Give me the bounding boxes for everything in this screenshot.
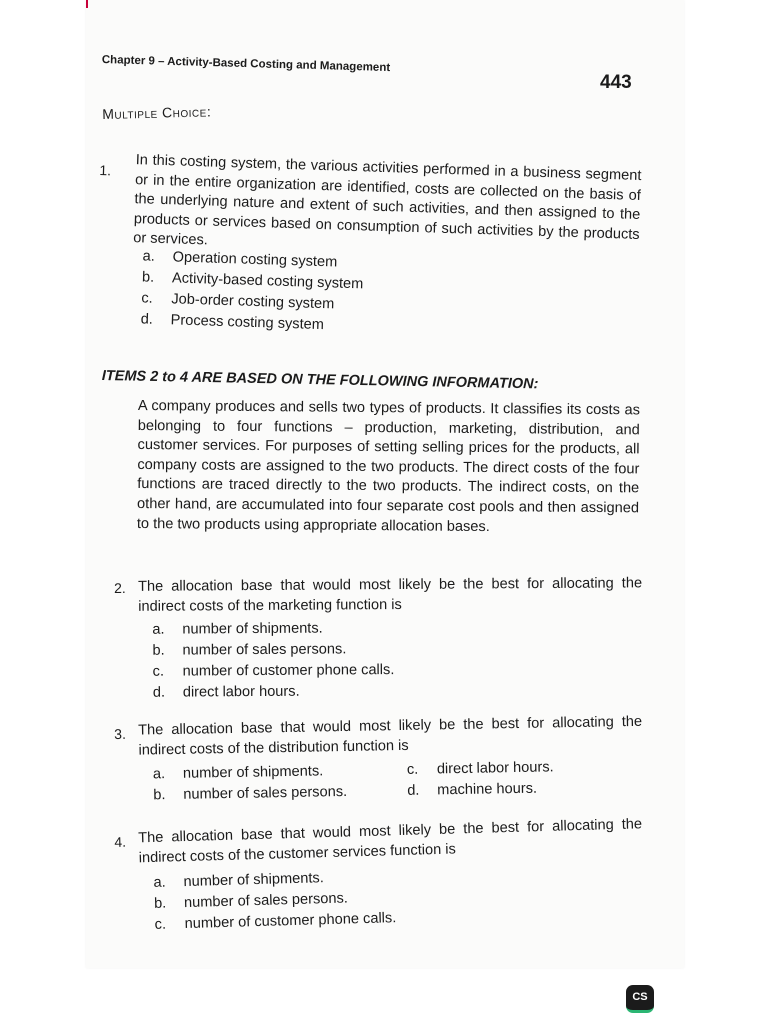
option-text: Job-order costing system <box>171 291 335 313</box>
option-text: number of sales persons. <box>183 890 349 912</box>
page-edge-mark <box>86 0 88 8</box>
option-b <box>153 784 347 803</box>
option-text: direct labor hours. <box>182 683 300 701</box>
question-1 <box>94 150 660 357</box>
option-text: number of sales persons. <box>183 783 348 803</box>
option-text: Operation costing system <box>172 249 338 271</box>
option-text: machine hours. <box>437 780 538 799</box>
option-d <box>407 781 537 799</box>
option-c <box>153 662 395 680</box>
option-a <box>153 870 324 891</box>
question-3 <box>114 713 645 812</box>
option-c <box>141 290 334 312</box>
option-letter: d. <box>407 782 420 799</box>
camscanner-logo: CS <box>626 985 654 1013</box>
option-text: number of sales persons. <box>182 641 347 659</box>
option-letter: a. <box>142 248 156 265</box>
option-letter: a. <box>152 621 165 638</box>
question-text: The allocation base that would most likely be the best for allocating the indirect costs of the customer services function is <box>138 816 643 866</box>
question-text: The allocation base that would most likely be the best for allocating the indirect costs of the marketing function is <box>138 575 643 615</box>
option-letter: c. <box>154 916 167 933</box>
question-number: 4. <box>114 833 127 850</box>
running-head: Chapter 9 – Activity-Based Costing and Management <box>101 54 391 75</box>
information-paragraph: A company produces and sells two types of products. It classifies its costs as belonging to four functions – production, marketing, distribution, and customer services. For purposes of setting selling prices for the products, all company costs are assigned to the two products. The direct costs of the four functions are traced directly to the two products. The indirect costs, on the other hand, are accumulated into four separate cost pools and then assigned to the two products using appropriate allocation bases. <box>136 397 640 535</box>
question-4 <box>114 815 647 940</box>
question-number: 3. <box>114 725 127 742</box>
option-letter: b. <box>141 269 155 286</box>
option-letter: a. <box>152 766 166 783</box>
option-letter: c. <box>152 663 165 680</box>
question-2 <box>114 574 645 708</box>
option-text: number of customer phone calls. <box>182 662 395 680</box>
option-c <box>407 759 554 778</box>
option-letter: a. <box>153 874 166 891</box>
option-d <box>153 684 300 701</box>
option-c <box>154 910 396 933</box>
option-letter: c. <box>406 761 419 778</box>
option-text: Activity-based costing system <box>171 270 364 293</box>
option-text: direct labor hours. <box>436 759 554 778</box>
option-b <box>152 641 346 658</box>
option-text: number of shipments. <box>183 870 324 891</box>
option-letter: d. <box>152 684 166 701</box>
option-letter: b. <box>153 895 167 912</box>
question-number: 1. <box>99 161 112 179</box>
option-text: number of shipments. <box>182 763 324 782</box>
option-letter: b. <box>153 787 166 804</box>
question-text: The allocation base that would most likely be the best for allocating the indirect costs of the distribution function is <box>138 713 643 759</box>
option-letter: d. <box>140 311 154 328</box>
option-text: number of shipments. <box>182 620 323 638</box>
question-text: In this costing system, the various activities performed in a business segment or in the entire organization are identified, costs are collected on the basis of the underlying nature and extent of such activities, and then assigned to the products or services based on consumption of such activities by the products or services. <box>132 152 642 249</box>
option-a <box>152 621 322 638</box>
option-b <box>142 269 364 292</box>
option-d <box>140 311 324 333</box>
option-letter: b. <box>152 642 165 659</box>
option-a <box>153 763 324 782</box>
option-text: number of customer phone calls. <box>184 910 397 933</box>
items-heading: ITEMS 2 to 4 ARE BASED ON THE FOLLOWING INFORMATION: <box>101 368 539 393</box>
option-b <box>154 891 348 912</box>
page-number: 443 <box>600 72 632 93</box>
option-text: Process costing system <box>170 312 325 334</box>
question-number: 2. <box>114 579 126 596</box>
option-letter: c. <box>141 290 153 307</box>
section-heading: Multiple Choice: <box>102 103 212 122</box>
